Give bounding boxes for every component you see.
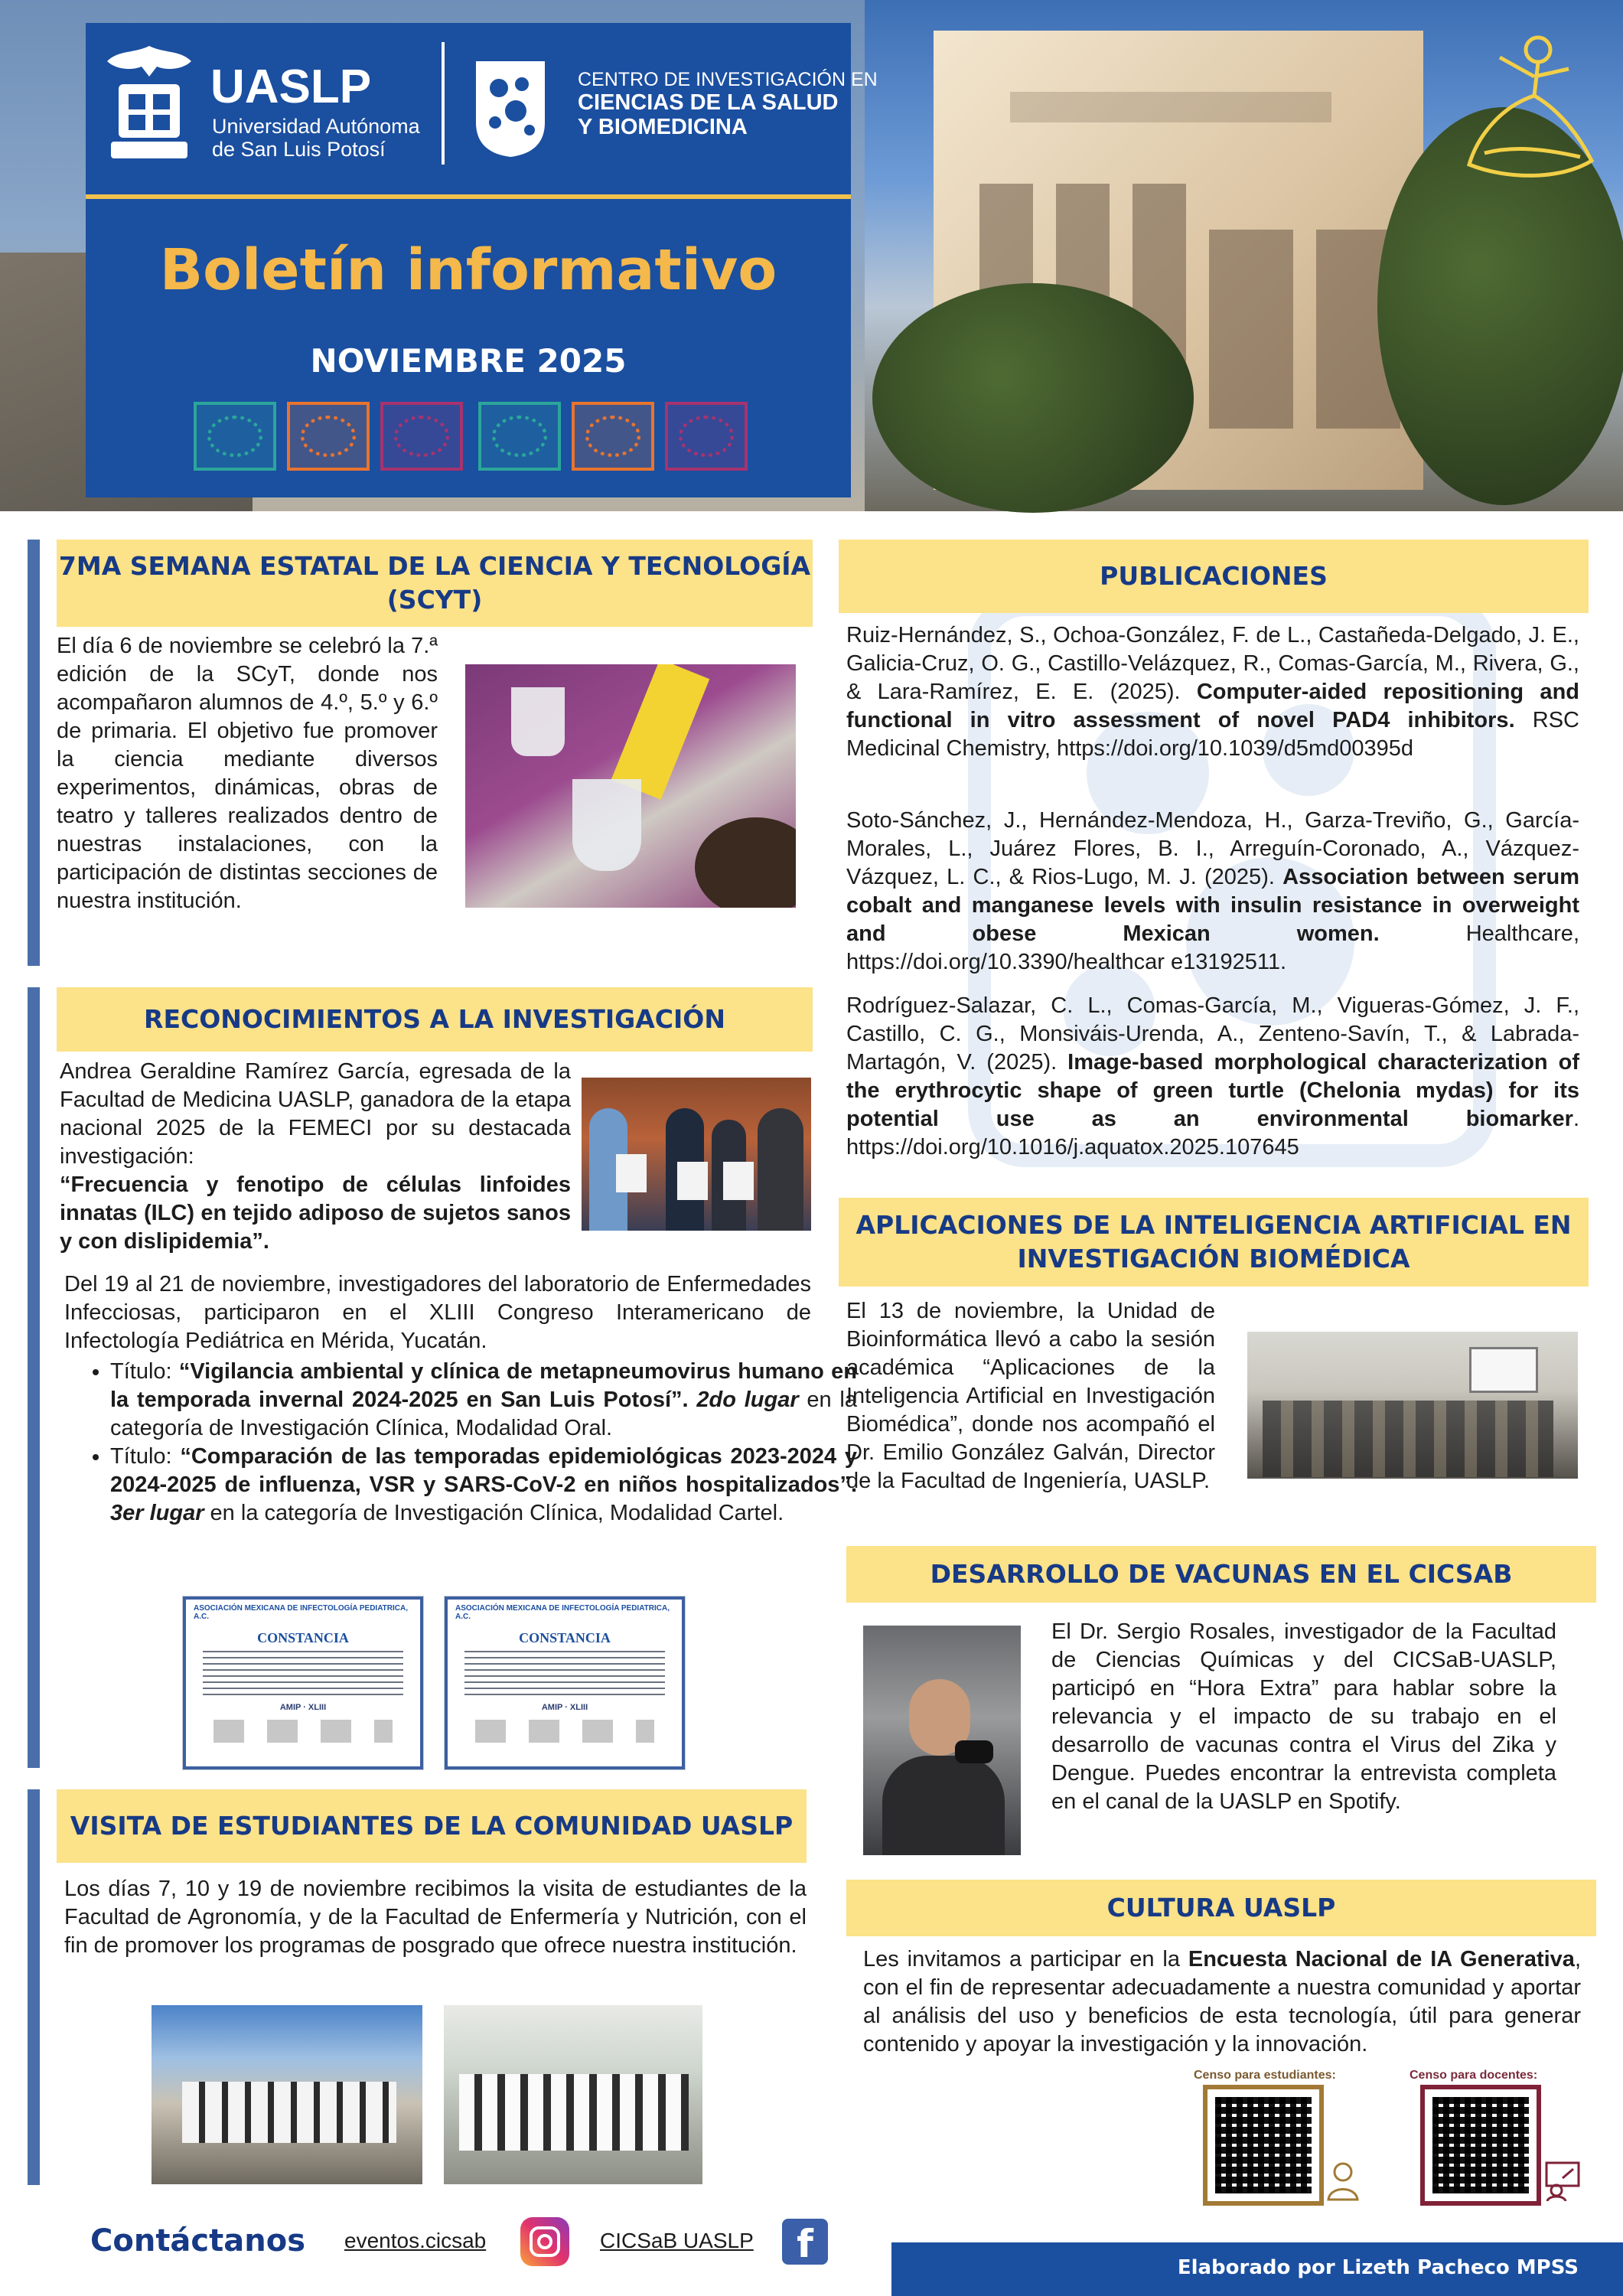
uaslp-crest-icon <box>99 42 199 165</box>
publicacion-2: Soto-Sánchez, J., Hernández-Mendoza, H., Garza-Treviño, G., García-Morales, L., Juárez Flores, B. I., Arreguín-Coronado, A., Vázquez-Vázquez, L. C., & Rios-Lugo, M. J. (2025). Association between serum cobalt and manganese levels with insulin resistance in overweight and obese Mexican women. Healthcare, https://doi.org/10.3390/healthcar e13192511. <box>846 808 1579 974</box>
publicaciones-title: PUBLICACIONES <box>839 540 1589 613</box>
reconocimientos-title: RECONOCIMIENTOS A LA INVESTIGACIÓN <box>57 987 813 1052</box>
papel-picado-flag <box>665 402 748 471</box>
newsletter-title: Boletín informativo <box>159 237 777 303</box>
facebook-link[interactable]: CICSaB UASLP <box>600 2229 754 2252</box>
congreso-body: Del 19 al 21 de noviembre, investigadores del laboratorio de Enfermedades Infecciosas, participaron en el XLIII Congreso Interamericano de Infectología Pediátrica en Mérida, Yucatán. <box>64 1272 811 1353</box>
uaslp-fullname: Universidad Autónoma de San Luis Potosí <box>212 115 420 161</box>
award-item: • Título: “Vigilancia ambiental y clínica de metapneumovirus humano en la temporada invernal 2024-2025 en San Luis Potosí”. 2do lugar en la categoría de Investigación Clínica, Modalidad Oral. <box>110 1358 857 1443</box>
certificate-2: ASOCIACIÓN MEXICANA DE INFECTOLOGÍA PEDIATRICA, A.C. CONSTANCIA AMIP · XLIII <box>444 1596 686 1770</box>
gold-rule <box>86 194 851 199</box>
award-item: • Título: “Comparación de las temporadas epidemiológicas 2023-2024 y 2024-2025 de influenza, VSR y SARS-CoV-2 en niños hospitalizados”. 3er lugar en la categoría de Investigación Clínica, Modalidad Cartel. <box>110 1443 857 1528</box>
papel-picado-flag <box>380 402 463 471</box>
qr-students-label: Censo para estudiantes: <box>1194 2069 1336 2082</box>
vacunas-title: DESARROLLO DE VACUNAS EN EL CICSAB <box>846 1546 1596 1603</box>
visita-photo-2 <box>444 2005 702 2184</box>
award-photo <box>582 1078 811 1231</box>
ia-title: APLICACIONES DE LA INTELIGENCIA ARTIFICIAL EN INVESTIGACIÓN BIOMÉDICA <box>839 1198 1589 1287</box>
papel-picado-flag <box>478 402 561 471</box>
papel-picado-flag <box>194 402 276 471</box>
certificate-1: ASOCIACIÓN MEXICANA DE INFECTOLOGÍA PEDIATRICA, A.C. CONSTANCIA AMIP · XLIII <box>182 1596 424 1770</box>
femeci-research-title: “Frecuencia y fenotipo de células linfoides innatas (ILC) en tejido adiposo de sujetos sanos y con dislipidemia”. <box>60 1172 571 1254</box>
student-icon <box>1325 2160 1361 2201</box>
section-bar <box>28 1789 40 2185</box>
ia-body: El 13 de noviembre, la Unidad de Bioinformática llevó a cabo la sesión académica “Aplicaciones de la Inteligencia Artificial en Investigación Biomédica”, donde nos acompañó el Dr. Emilio González Galván, Director de la Facultad de Ingeniería, UASLP. <box>846 1299 1215 1493</box>
visita-title: VISITA DE ESTUDIANTES DE LA COMUNIDAD UASLP <box>57 1789 807 1863</box>
qr-teachers-label: Censo para docentes: <box>1410 2069 1538 2082</box>
cicsab-logo-icon <box>468 54 552 161</box>
centro-line-1: CENTRO DE INVESTIGACIÓN EN <box>578 69 878 90</box>
papel-picado-flag <box>572 402 654 471</box>
scyt-title: 7MA SEMANA ESTATAL DE LA CIENCIA Y TECNOLOGÍA (SCYT) <box>57 540 813 627</box>
tree-left <box>872 283 1194 513</box>
qr-teachers[interactable] <box>1425 2089 1537 2201</box>
qr-students[interactable] <box>1207 2089 1319 2201</box>
publicacion-3: Rodríguez-Salazar, C. L., Comas-García, M., Vigueras-Gómez, J. F., Castillo, C. G., Monsiváis-Urenda, A., Zenteno-Savín, T., & Labrada-Martagón, V. (2025). Image-based morphological characterization of the erythrocytic shape of green turtle (Chelonia mydas) for its potential use as an environmental biomarker. https://doi.org/10.1016/j.aquatox.2025.107645 <box>846 993 1579 1159</box>
section-bar <box>28 987 40 1768</box>
vacunas-body: El Dr. Sergio Rosales, investigador de la Facultad de Ciencias Químicas y del CICSaB-UASLP, participó en “Hora Extra” para hablar sobre la relevancia y el impacto de su trabajo en el desarrollo de vacunas contra el Virus del Zika y Dengue. Puedes encontrar la entrevista completa en el canal de la UASLP en Spotify. <box>1051 1619 1556 1814</box>
vacunas-photo <box>863 1626 1021 1855</box>
newsletter-month: NOVIEMBRE 2025 <box>310 342 627 380</box>
facebook-icon[interactable]: f <box>782 2219 828 2265</box>
instagram-link[interactable]: eventos.cicsab <box>344 2229 487 2252</box>
folk-dancer-icon <box>1454 23 1599 184</box>
teacher-icon <box>1544 2160 1581 2201</box>
visita-photo-1 <box>152 2005 422 2184</box>
award-list <box>110 1358 857 1528</box>
reconocimientos-intro: Andrea Geraldine Ramírez García, egresada de la Facultad de Medicina UASLP, ganadora de la etapa nacional 2025 de la FEMECI por su destacada investigación: “Frecuencia y fenotipo de células linfoides innatas (ILC) en tejido adiposo de sujetos sanos y con dislipidemia”. <box>60 1059 571 1254</box>
ia-photo <box>1247 1332 1578 1479</box>
visita-body: Los días 7, 10 y 19 de noviembre recibimos la visita de estudiantes de la Facultad de Agronomía, y de la Facultad de Enfermería y Nutrición, con el fin de promover los programas de posgrado que ofrece nuestra institución. <box>64 1877 807 1958</box>
credits-bar: Elaborado por Lizeth Pacheco MPSS <box>891 2242 1623 2296</box>
section-bar <box>28 540 40 966</box>
cultura-body: Les invitamos a participar en la Encuesta Nacional de IA Generativa, con el fin de representar adecuadamente a nuestra comunidad y aportar al análisis del uso y beneficios de esta tecnología, útil para generar contenido y apoyar la investigación y la innovación. <box>863 1947 1582 2056</box>
instagram-icon[interactable] <box>520 2217 569 2266</box>
publicacion-1: Ruiz-Hernández, S., Ochoa-González, F. de L., Castañeda-Delgado, J. E., Galicia-Cruz, O. G., Castillo-Velázquez, R., Comas-García, M., Rivera, G., & Lara-Ramírez, E. E. (2025). Computer-aided repositioning and functional in vitro assessment of novel PAD4 inhibitors. RSC Medicinal Chemistry, https://doi.org/10.1039/d5md00395d <box>846 623 1579 761</box>
uaslp-wordmark: UASLP <box>210 60 372 113</box>
scyt-body: El día 6 de noviembre se celebró la 7.ª edición de la SCyT, donde nos acompañaron alumnos de 4.º, 5.º y 6.º de primaria. El objetivo fue promover la ciencia mediante diversos experimentos, dinámicas, obras de teatro y talleres realizados dentro de nuestras instalaciones, con la participación de distintas secciones de nuestra institución. <box>57 634 438 913</box>
papel-picado-flag <box>287 402 370 471</box>
logo-divider <box>442 42 445 165</box>
cultura-title: CULTURA UASLP <box>846 1880 1596 1936</box>
contact-heading: Contáctanos <box>90 2223 306 2258</box>
scyt-photo <box>465 664 796 908</box>
centro-line-2: CIENCIAS DE LA SALUD Y BIOMEDICINA <box>578 90 839 139</box>
